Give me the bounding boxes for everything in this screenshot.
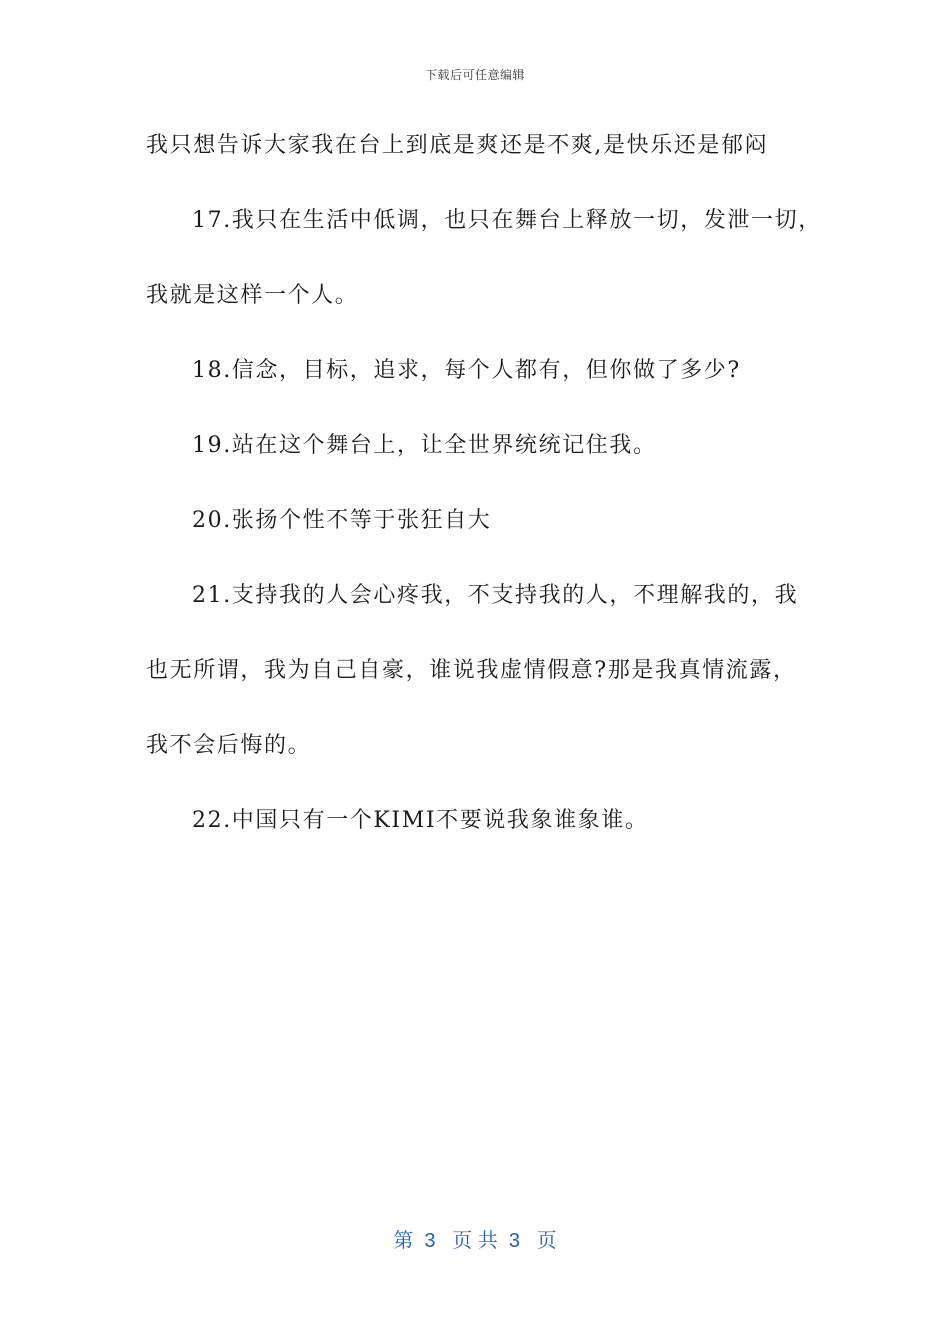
list-item-20: 20.张扬个性不等于张狂自大 bbox=[192, 508, 492, 533]
page-header: 下载后可任意编辑 bbox=[424, 68, 525, 82]
list-item-21: 21.支持我的人会心疼我，不支持我的人，不理解我的，我 bbox=[192, 583, 799, 608]
page-number-footer: 第 3 页 共 3 页 bbox=[393, 1230, 557, 1252]
text-line: 我只想告诉大家我在台上到底是爽还是不爽,是快乐还是郁闷 bbox=[146, 133, 769, 158]
list-item-17: 17.我只在生活中低调，也只在舞台上释放一切，发泄一切， bbox=[192, 208, 822, 233]
text-line: 也无所谓，我为自己自豪，谁说我虚情假意?那是我真情流露， bbox=[146, 658, 797, 683]
text-line: 我就是这样一个人。 bbox=[146, 283, 359, 308]
text-line: 我不会后悔的。 bbox=[146, 733, 312, 758]
document-body bbox=[146, 127, 826, 877]
list-item-18: 18.信念，目标，追求，每个人都有，但你做了多少? bbox=[192, 358, 741, 383]
list-item-19: 19.站在这个舞台上，让全世界统统记住我。 bbox=[192, 433, 657, 458]
list-item-22: 22.中国只有一个KIMI不要说我象谁象谁。 bbox=[192, 808, 649, 833]
